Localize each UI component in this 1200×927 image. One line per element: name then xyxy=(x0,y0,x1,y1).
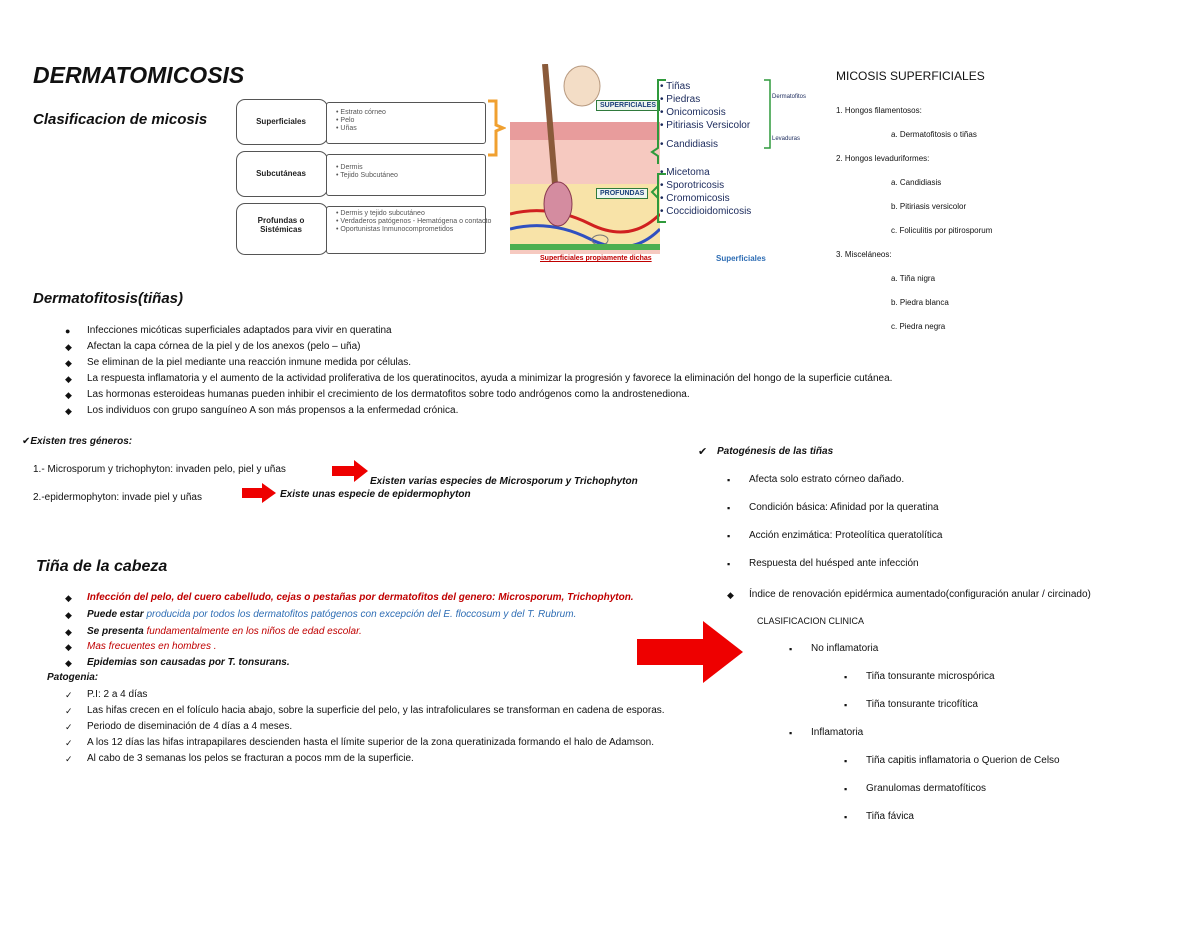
list-item: ▪ Tiña capitis inflamatoria o Querion de Celso xyxy=(844,755,1060,766)
list-item: ▪ Tiña tonsurante microspórica xyxy=(844,671,995,682)
list-item: ◆ Puede estar producida por todos los dermatofitos patógenos con excepción del E. floccosum y del T. Rubrum. xyxy=(65,609,577,620)
list-item: ◆ Los individuos con grupo sanguíneo A son más propensos a la enfermedad crónica. xyxy=(65,405,459,416)
patogenia-label: Patogenia: xyxy=(47,672,99,683)
tag-profundas: PROFUNDAS xyxy=(596,188,648,199)
list-item: ▪ Tiña tonsurante tricofítica xyxy=(844,699,978,710)
list-item: ▪ Granulomas dermatofíticos xyxy=(844,783,987,794)
red-arrow-icon xyxy=(332,460,368,482)
list-item: ▪ Respuesta del huésped ante infección xyxy=(727,558,919,569)
list-item: ◆ Se presenta fundamentalmente en los niños de edad escolar. xyxy=(65,626,362,637)
label-superficiales-propiamente: Superficiales propiamente dichas xyxy=(540,255,652,262)
label-dermatofitos: Dermatofitos xyxy=(772,94,807,100)
label-levaduras: Levaduras xyxy=(772,136,801,142)
orange-bracket-icon xyxy=(486,99,506,157)
micosis-line: b. Piedra blanca xyxy=(891,298,949,307)
group-items-superficiales: • Estrato córneo • Pelo • Uñas xyxy=(336,109,386,132)
list-item: ✓ Periodo de diseminación de 4 días a 4 meses. xyxy=(65,721,293,732)
micosis-line: 2. Hongos levaduriformes: xyxy=(836,154,930,163)
dermatofitosis-heading: Dermatofitosis(tiñas) xyxy=(33,290,184,307)
micosis-line: a. Dermatofitosis o tiñas xyxy=(891,130,977,139)
micosis-line: a. Candidiasis xyxy=(891,178,942,187)
genero-note-2: Existe unas especie de epidermophyton xyxy=(280,489,471,500)
list-item: ✓ A los 12 días las hifas intrapapilares descienden hasta el límite superior de la zona queratinizada formando el halo de Adamson. xyxy=(65,737,655,748)
genero-note-1: Existen varias especies de Microsporum y Trichophyton xyxy=(370,476,638,487)
list-item: ◆ Infección del pelo, del cuero cabelludo, cejas o pestañas por dermatofitos del genero: Microsporum, Trichophyton. xyxy=(65,592,634,603)
list-item: ▪ Inflamatoria xyxy=(789,727,864,738)
big-red-arrow-icon xyxy=(637,621,743,683)
section-subtitle: Clasificacion de micosis xyxy=(33,111,208,128)
list-item: ◆ Se eliminan de la piel mediante una reacción inmune medida por células. xyxy=(65,357,412,368)
patogenesis-heading: Patogénesis de las tiñas xyxy=(717,446,834,457)
list-item: ✓ Al cabo de 3 semanas los pelos se fracturan a pocos mm de la superficie. xyxy=(65,753,414,764)
classification-diagram xyxy=(236,96,504,258)
list-item: ◆ Epidemias son causadas por T. tonsurans. xyxy=(65,657,290,668)
skin-hair-illustration-icon xyxy=(510,64,660,254)
genero-line-1: 1.- Microsporum y trichophyton: invaden pelo, piel y uñas xyxy=(33,464,286,475)
list-item: ◆ La respuesta inflamatoria y el aumento de la actividad proliferativa de los queratinocitos, ayuda a minimizar la progresión y favorece la eliminación del hongo de la superficie cutánea. xyxy=(65,373,893,384)
list-item: ◆ Las hormonas esteroideas humanas pueden inhibir el crecimiento de los dermatofitos sobre todo andrógenos como la androstenediona. xyxy=(65,389,690,400)
page-title: DERMATOMICOSIS xyxy=(33,62,245,88)
list-item: ◆ Afectan la capa córnea de la piel y de los anexos (pelo – uña) xyxy=(65,341,361,352)
list-item: ▪ Condición básica: Afinidad por la queratina xyxy=(727,502,939,513)
group-label-subcutaneas: Subcutáneas xyxy=(256,169,306,178)
list-item: ▪ Afecta solo estrato córneo dañado. xyxy=(727,474,905,485)
list-item: ▪ Acción enzimática: Proteolítica queratolítica xyxy=(727,530,943,541)
micosis-line: 1. Hongos filamentosos: xyxy=(836,106,922,115)
group-items-subcutaneas: • Dermis • Tejido Subcutáneo xyxy=(336,164,398,179)
list-item: ◆ Mas frecuentes en hombres . xyxy=(65,641,217,652)
micosis-line: 3. Misceláneos: xyxy=(836,250,892,259)
list-item: ● Infecciones micóticas superficiales adaptados para vivir en queratina xyxy=(65,325,392,336)
check-icon: ✔ xyxy=(698,446,708,458)
deep-items: • Micetoma • Sporotricosis • Cromomicosis • Coccidioidomicosis xyxy=(660,167,752,217)
clasificacion-heading: CLASIFICACION CLINICA xyxy=(757,616,865,626)
list-item: ✓ P.I: 2 a 4 días xyxy=(65,689,148,700)
tina-cabeza-heading: Tiña de la cabeza xyxy=(36,558,168,575)
list-item: ◆ Índice de renovación epidérmica aumentado(configuración anular / circinado) xyxy=(727,589,1091,600)
micosis-line: a. Tiña nigra xyxy=(891,274,936,283)
list-item: ✓ Las hifas crecen en el folículo hacia abajo, sobre la superficie del pelo, y las intrafoliculares se transforman en cadena de esporas. xyxy=(65,705,665,716)
superficial-items: • Tiñas • Piedras • Onicomicosis • Pitiriasis Versicolor • Candidiasis xyxy=(660,81,751,150)
genero-line-2: 2.-epidermophyton: invade piel y uñas xyxy=(33,492,202,503)
micosis-line: c. Foliculitis por pitirosporum xyxy=(891,226,993,235)
group-label-superficiales: Superficiales xyxy=(256,117,306,126)
generos-heading: ✔Existen tres géneros: xyxy=(22,436,133,447)
group-label-profundas: Profundas o Sistémicas xyxy=(257,216,305,234)
micosis-line: b. Pitiriasis versicolor xyxy=(891,202,967,211)
list-item: ▪ No inflamatoria xyxy=(789,643,879,654)
micosis-line: c. Piedra negra xyxy=(891,322,946,331)
group-items-profundas: • Dermis y tejido subcutáneo • Verdaderos patógenos - Hematógena o contacto • Oportunistas Inmunocomprometidos xyxy=(336,210,492,233)
list-item: ▪ Tiña fávica xyxy=(844,811,914,822)
label-superficiales-bottom: Superficiales xyxy=(716,254,766,263)
tag-superficiales: SUPERFICIALES xyxy=(596,100,660,111)
micosis-heading: MICOSIS SUPERFICIALES xyxy=(836,69,985,83)
red-arrow-icon xyxy=(242,483,276,503)
skin-diagram xyxy=(510,64,810,268)
